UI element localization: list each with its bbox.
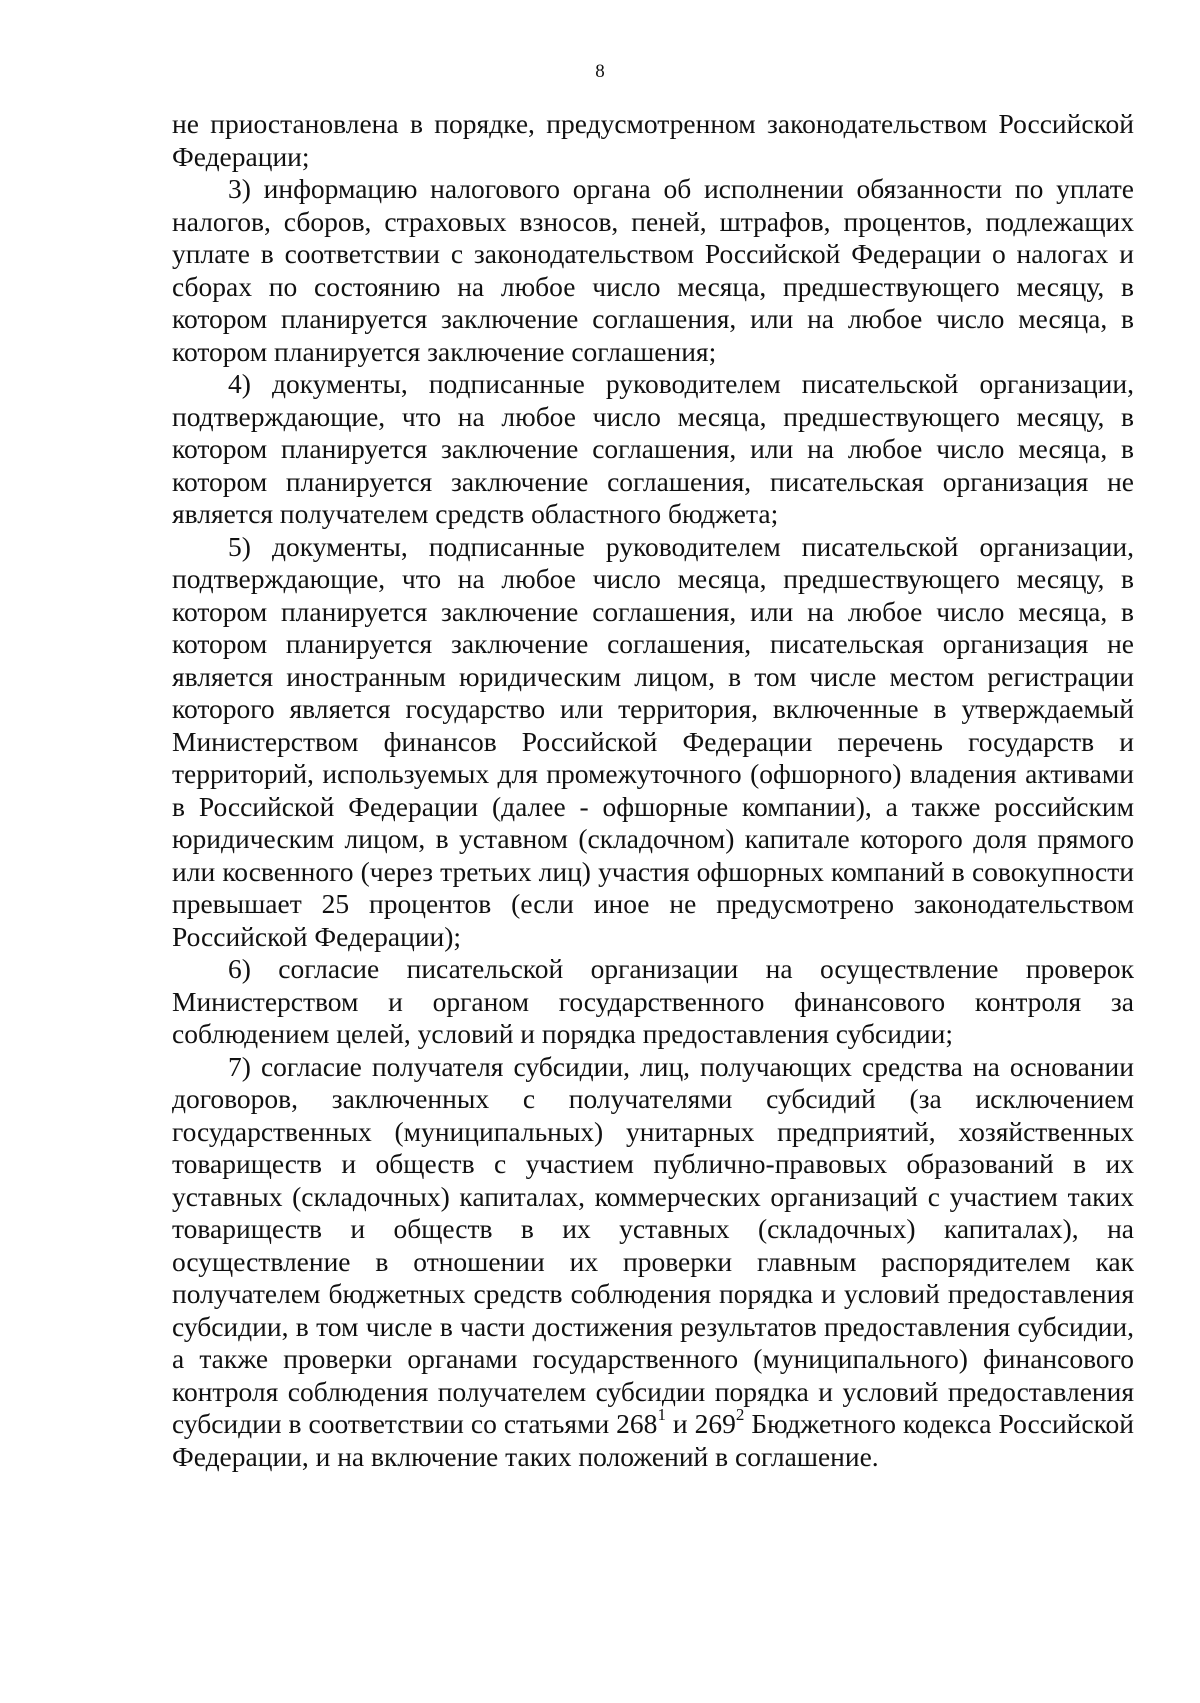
list-item-3: 3) информацию налогового органа об исполнении обязанности по уплате налогов, сборов, страховых взносов, пеней, штрафов, процентов, подлежащих уплате в соответствии с законодательством Российской Федерации о налогах и сборах по состоянию на любое число месяца, предшествующего месяцу, в котором планируется заключение соглашения, или на любое число месяца, в котором планируется заключение соглашения;	[172, 173, 1134, 367]
list-item-7-text-part-3: Бюджетного кодекса Российской Федерации, и на включение таких положений в соглашение.	[172, 1408, 1135, 1472]
list-item-7-text-part-2: и 269	[665, 1408, 736, 1439]
article-superscript-1: 1	[657, 1405, 666, 1425]
list-item-7-text-part-1: 7) согласие получателя субсидии, лиц, получающих средства на основании договоров, заключенных с получателями субсидий (за исключением государственных (муниципальных) унитарных предприятий, хозяйственных товариществ и обществ с участием публично-правовых образований в их уставных (складочных) капиталах, коммерческих организаций с участием таких товариществ и обществ в их уставных (складочных) капиталах), на осуществление в отношении их проверки главным распорядителем как получателем бюджетных средств соблюдения порядка и условий предоставления субсидии, в том числе в части достижения результатов предоставления субсидии, а также проверки органами государственного (муниципального) финансового контроля соблюдения получателем субсидии порядка и условий предоставления субсидии в соответствии со статьями 268	[172, 1050, 1134, 1439]
article-superscript-2: 2	[735, 1405, 745, 1425]
paragraph-continuation: не приостановлена в порядке, предусмотренном законодательством Российской Федерации;	[172, 108, 1134, 172]
list-item-4: 4) документы, подписанные руководителем писательской организации, подтверждающие, что на любое число месяца, предшествующего месяцу, в котором планируется заключение соглашения, или на любое число месяца, в котором планируется заключение соглашения, писательская организация не является получателем средств областного бюджета;	[172, 368, 1134, 529]
page-number: 8	[595, 61, 605, 82]
list-item-5: 5) документы, подписанные руководителем писательской организации, подтверждающие, что на любое число месяца, предшествующего месяцу, в котором планируется заключение соглашения, или на любое число месяца, в котором планируется заключение соглашения, писательская организация не является иностранным юридическим лицом, в том числе местом регистрации которого является государство или территория, включенные в утверждаемый Министерством финансов Российской Федерации перечень государств и территорий, используемых для промежуточного (офшорного) владения активами в Российской Федерации (далее - офшорные компании), а также российским юридическим лицом, в уставном (складочном) капитале которого доля прямого или косвенного (через третьих лиц) участия офшорных компаний в совокупности превышает 25 процентов (если иное не предусмотрено законодательством Российской Федерации);	[172, 530, 1134, 952]
document-body	[172, 108, 1134, 1473]
list-item-6: 6) согласие писательской организации на осуществление проверок Министерством и органом государственного финансового контроля за соблюдением целей, условий и порядка предоставления субсидии;	[172, 953, 1134, 1049]
list-item-7	[172, 1051, 1134, 1474]
